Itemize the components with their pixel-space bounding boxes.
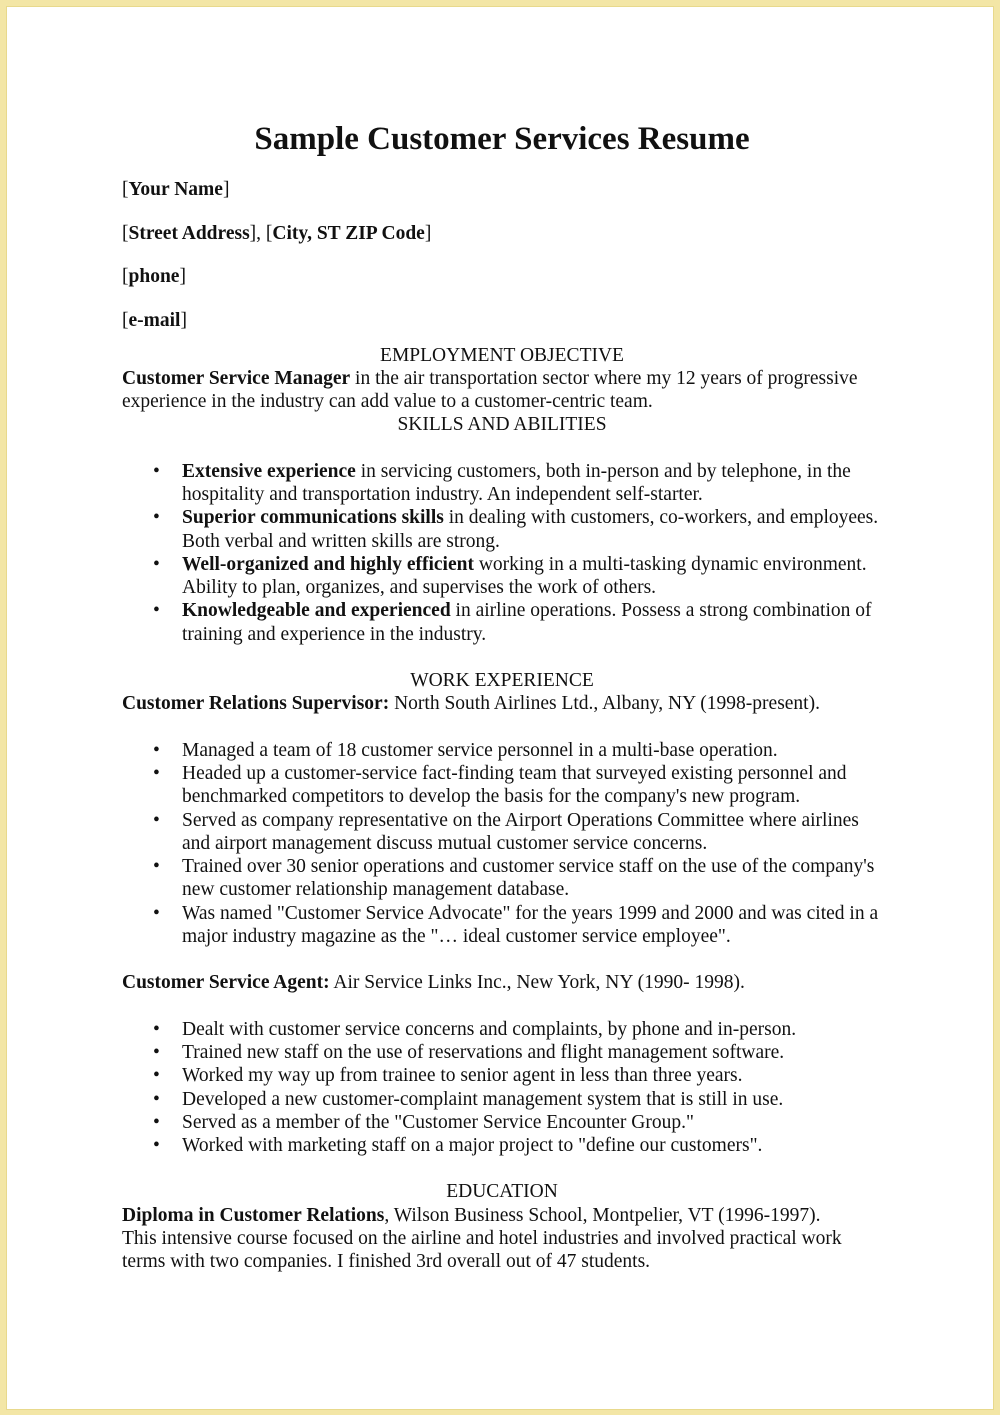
job-duty-item: • Served as company representative on the Airport Operations Committee where airlines and airport management discuss mutual customer service concerns. xyxy=(153,809,859,854)
page-title: Sample Customer Services Resume xyxy=(254,121,750,157)
bullet-icon: • xyxy=(153,856,160,878)
contact-address: [Street Address], [City, ST ZIP Code] xyxy=(122,222,432,244)
objective-heading: EMPLOYMENT OBJECTIVE xyxy=(380,344,624,366)
objective-text: Customer Service Manager in the air transportation sector where my 12 years of progressive experience in the industry can add value to a customer-centric team. xyxy=(122,367,858,413)
skill-item: • Extensive experience in servicing customers, both in-person and by telephone, in the hospitality and transportation industry. An independent self-starter. xyxy=(153,460,851,505)
job-title-line: Customer Service Agent: Air Service Links Inc., New York, NY (1990- 1998). xyxy=(122,972,745,994)
contact-name: [Your Name] xyxy=(122,179,230,200)
job-duty-item: • Was named "Customer Service Advocate" for the years 1999 and 2000 and was cited in a major industry magazine as the "… ideal customer service employee". xyxy=(153,902,879,948)
skill-item: • Superior communications skills in dealing with customers, co-workers, and employees. Both verbal and written skills are strong. xyxy=(153,507,879,552)
bullet-icon: • xyxy=(153,460,160,482)
bullet-icon: • xyxy=(153,809,160,831)
job-duty-item: • Worked with marketing staff on a major project to "define our customers". xyxy=(153,1135,763,1157)
bullet-icon: • xyxy=(153,1018,160,1040)
education-heading: EDUCATION xyxy=(446,1181,558,1203)
bullet-icon: • xyxy=(153,739,160,761)
work-heading: WORK EXPERIENCE xyxy=(410,670,594,692)
work-experience xyxy=(122,692,882,1157)
resume-content xyxy=(122,119,882,1274)
bullet-icon: • xyxy=(153,553,160,575)
job-duty-item: • Served as a member of the "Customer Service Encounter Group." xyxy=(153,1111,694,1133)
skill-item: • Knowledgeable and experienced in airline operations. Possess a strong combination of training and experience in the industry. xyxy=(153,600,872,645)
job-title-line: Customer Relations Supervisor: North South Airlines Ltd., Albany, NY (1998-present). xyxy=(122,693,820,715)
bullet-icon: • xyxy=(153,507,160,529)
job-duty-item: • Dealt with customer service concerns and complaints, by phone and in-person. xyxy=(153,1018,797,1040)
job-duty-item: • Headed up a customer-service fact-finding team that surveyed existing personnel and benchmarked competitors to develop the basis for the company's new program. xyxy=(153,762,847,808)
skills-list xyxy=(122,460,882,646)
contact-email: [e-mail] xyxy=(122,309,187,331)
education-description: This intensive course focused on the airline and hotel industries and involved practical work terms with two companies. I finished 3rd overall out of 47 students. xyxy=(122,1228,842,1273)
job-duties-list xyxy=(122,739,882,949)
bullet-icon: • xyxy=(153,1111,160,1133)
job-duty-item: • Developed a new customer-complaint management system that is still in use. xyxy=(153,1088,784,1110)
education-degree: Diploma in Customer Relations, Wilson Business School, Montpelier, VT (1996-1997). xyxy=(122,1204,821,1226)
bullet-icon: • xyxy=(153,1135,160,1157)
job-duty-item: • Worked my way up from trainee to senior agent in less than three years. xyxy=(153,1065,743,1087)
bullet-icon: • xyxy=(153,902,160,924)
bullet-icon: • xyxy=(153,600,160,622)
job-duty-item: • Trained new staff on the use of reservations and flight management software. xyxy=(153,1041,785,1063)
bullet-icon: • xyxy=(153,762,160,784)
job-duty-item: • Managed a team of 18 customer service personnel in a multi-base operation. xyxy=(153,739,778,761)
job-duty-item: • Trained over 30 senior operations and customer service staff on the use of the company's new customer relationship management database. xyxy=(153,856,875,901)
contact-phone: [phone] xyxy=(122,266,186,287)
skills-heading: SKILLS AND ABILITIES xyxy=(397,414,607,436)
bullet-icon: • xyxy=(153,1041,160,1063)
bullet-icon: • xyxy=(153,1065,160,1087)
bullet-icon: • xyxy=(153,1088,160,1110)
skill-item: • Well-organized and highly efficient working in a multi-tasking dynamic environment. Ability to plan, organizes, and supervises the work of others. xyxy=(153,553,867,599)
job-duties-list xyxy=(122,1018,882,1158)
resume-page xyxy=(6,6,994,1410)
